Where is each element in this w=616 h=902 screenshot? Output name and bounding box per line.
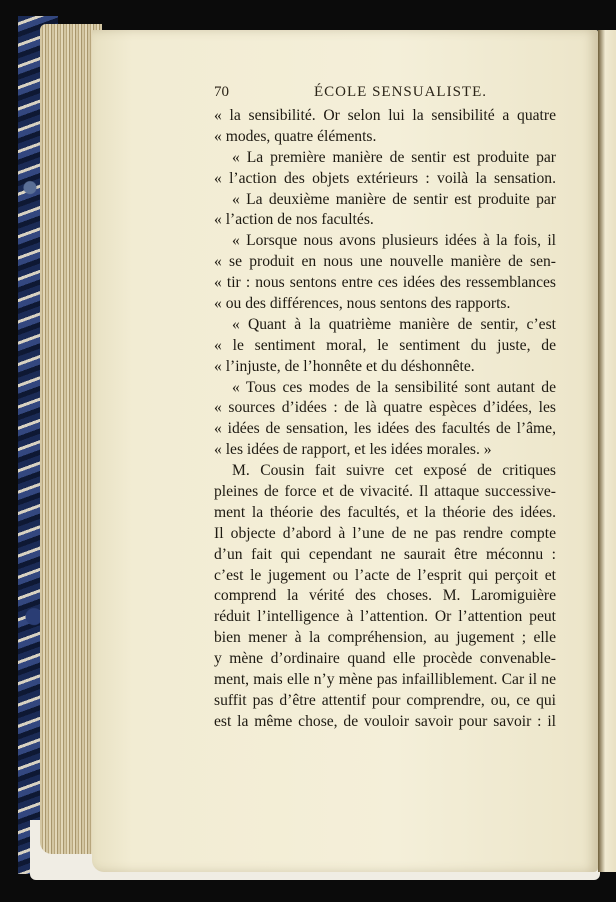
running-header [214, 84, 556, 106]
body-text [214, 106, 556, 733]
text-line: « Tous ces modes de la sensibilité sont autant de [232, 378, 556, 396]
text-line: suffit pas d’être attentif pour comprendre, ou, ce qui [214, 691, 556, 709]
text-line: bien mener à la compréhension, au jugement ; elle [214, 629, 556, 647]
text-line: « le sentiment moral, le sentiment du juste, de [214, 336, 556, 354]
text-line: « idées de sensation, les idées des facultés de l’âme, [214, 420, 556, 438]
text-line: « se produit en nous une nouvelle manière de sen- [214, 253, 556, 271]
text-line: « La première manière de sentir est produite par [232, 148, 556, 166]
facing-page-edge [598, 30, 616, 872]
text-line: d’un fait qui cependant ne saurait être méconnu : [214, 545, 556, 563]
text-line: c’est le jugement ou l’acte de l’esprit qui perçoit et [214, 566, 556, 584]
page-number: 70 [214, 84, 229, 100]
text-line: pleines de force et de vivacité. Il attaque successive- [214, 483, 556, 501]
text-line: « l’injuste, de l’honnête et du déshonnête. [214, 357, 475, 375]
text-line: « ou des différences, nous sentons des rapports. [214, 295, 511, 313]
text-line: « l’action des objets extérieurs : voilà la sensation. [214, 169, 556, 187]
text-line: ment la théorie des facultés, et la théorie des idées. [214, 503, 556, 521]
text-line: « la sensibilité. Or selon lui la sensibilité a quatre [214, 107, 556, 124]
text-line: « modes, quatre éléments. [214, 127, 377, 145]
text-line: « La deuxième manière de sentir est produite par [232, 190, 556, 208]
text-line: comprend la vérité des choses. M. Laromiguière [214, 587, 556, 605]
text-line: « Quant à la quatrième manière de sentir, c’est [232, 315, 556, 333]
text-line: « l’action de nos facultés. [214, 211, 374, 229]
text-line: « tir : nous sentons entre ces idées des ressemblances [214, 274, 556, 292]
text-line: Il objecte d’abord à l’une de ne pas rendre compte [214, 524, 556, 542]
text-line: « Lorsque nous avons plusieurs idées à la fois, il [232, 232, 556, 250]
text-line: réduit l’intelligence à l’attention. Or l’attention peut [214, 608, 556, 626]
text-line: est la même chose, de vouloir savoir pour savoir : il [214, 712, 556, 730]
text-line: M. Cousin fait suivre cet exposé de critiques [232, 462, 556, 480]
text-line: y mène d’ordinaire quand elle procède convenable- [214, 650, 556, 668]
text-line: « les idées de rapport, et les idées morales. » [214, 441, 492, 459]
text-line: ment, mais elle n’y mène pas infailliblement. Car il ne [214, 671, 556, 689]
text-line: « sources d’idées : de là quatre espèces d’idées, les [214, 399, 556, 417]
running-title: ÉCOLE SENSUALISTE. [314, 84, 487, 100]
